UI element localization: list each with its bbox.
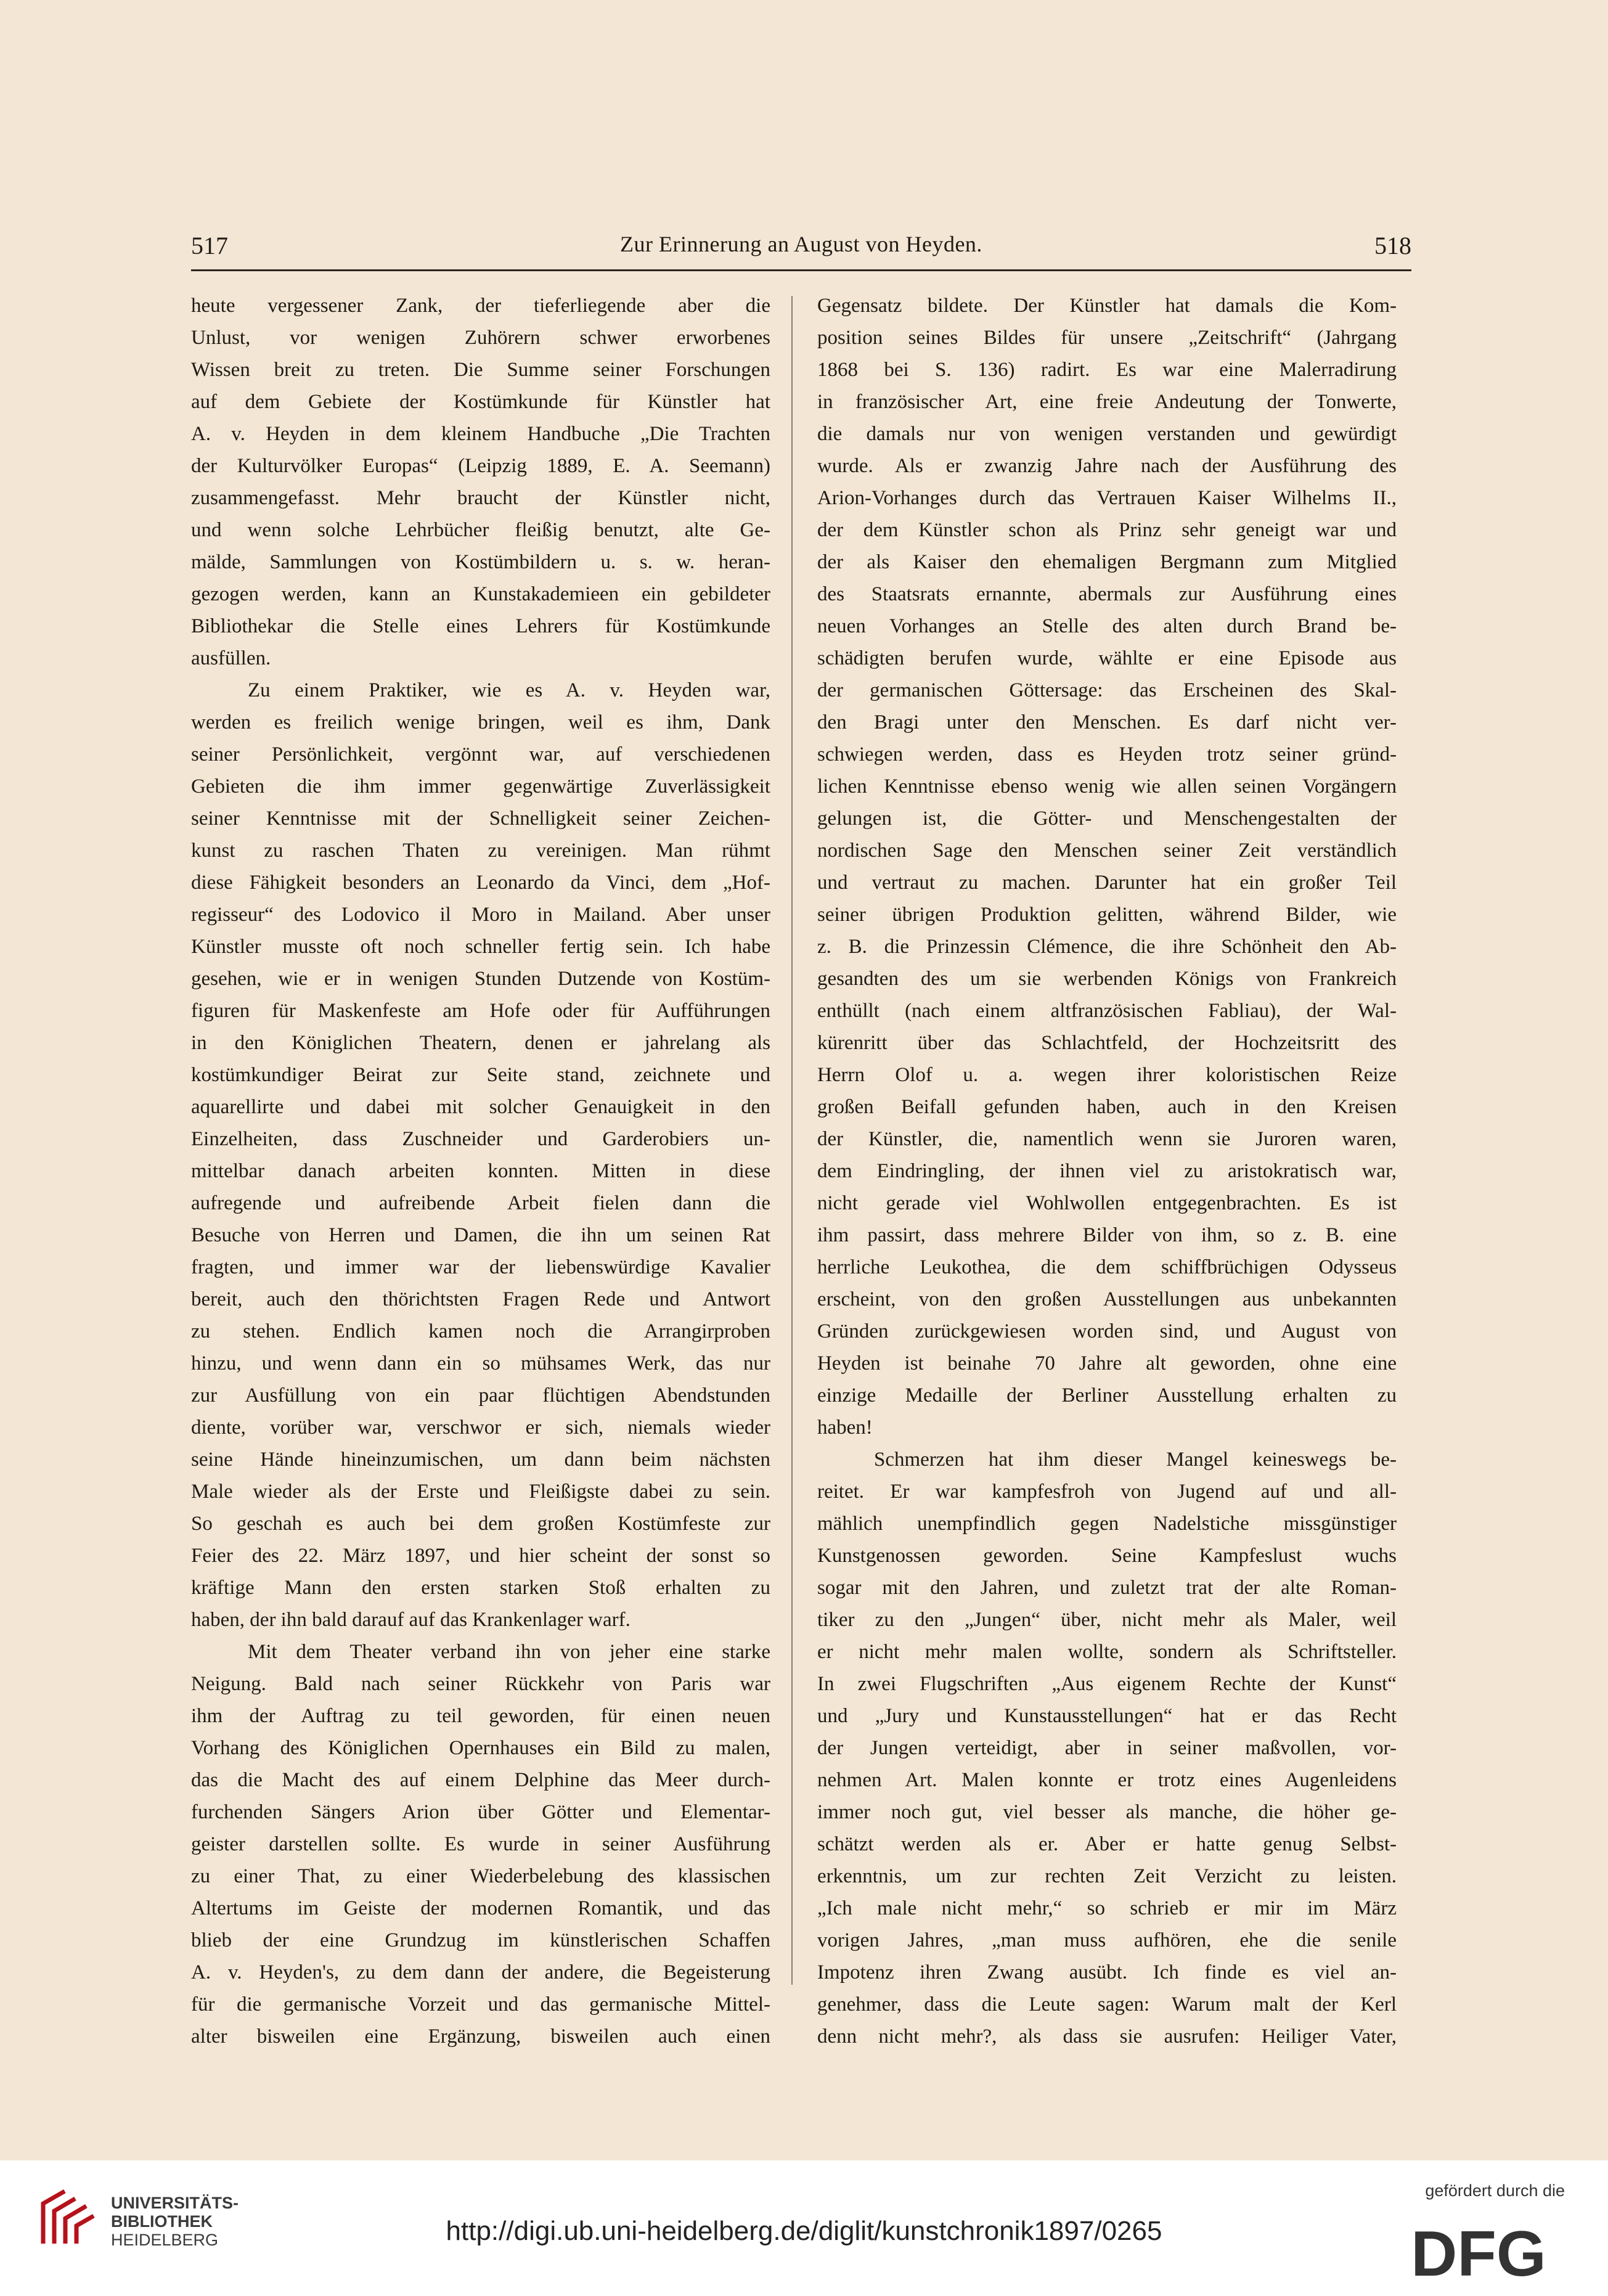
text-line: regisseur“ des Lodovico il Moro in Mailand. Aber unser — [191, 904, 770, 926]
text-line: kostümkundiger Beirat zur Seite stand, zeichnete und — [191, 1064, 770, 1086]
text-line: dem Eindringling, der ihnen viel zu aristokratisch war, — [817, 1160, 1397, 1182]
library-name-line-1: UNIVERSITÄTS- — [111, 2194, 239, 2212]
text-line: Mit dem Theater verband ihn von jeher eine starke — [248, 1641, 770, 1663]
text-line: „Ich male nicht mehr,“ so schrieb er mir im März — [817, 1897, 1397, 1919]
text-line: bereit, auch den thörichtsten Fragen Rede und Antwort — [191, 1288, 770, 1310]
text-line: gesehen, wie er in wenigen Stunden Dutzende von Kostüm- — [191, 968, 770, 990]
text-line: blieb der eine Grundzug im künstlerischen Schaffen — [191, 1929, 770, 1951]
text-line: Gründen zurückgewiesen worden sind, und August von — [817, 1320, 1397, 1342]
text-line: zur Ausfüllung von ein paar flüchtigen Abendstunden — [191, 1384, 770, 1407]
text-line: nicht gerade viel Wohlwollen entgegenbrachten. Es ist — [817, 1192, 1397, 1214]
text-line: großen Beifall gefunden haben, auch in den Kreisen — [817, 1096, 1397, 1118]
text-line: mittelbar danach arbeiten konnten. Mitten in diese — [191, 1160, 770, 1182]
text-line: ihm passirt, dass mehrere Bilder von ihm, so z. B. eine — [817, 1224, 1397, 1246]
text-line: furchenden Sängers Arion über Götter und Elementar- — [191, 1801, 770, 1823]
text-line: z. B. die Prinzessin Clémence, die ihre Schönheit den Ab- — [817, 936, 1397, 958]
text-line: zusammengefasst. Mehr braucht der Künstler nicht, — [191, 487, 770, 509]
left-column-text — [191, 290, 770, 2053]
text-line: diese Fähigkeit besonders an Leonardo da Vinci, dem „Hof- — [191, 872, 770, 894]
text-line: seiner übrigen Produktion gelitten, während Bilder, wie — [817, 904, 1397, 926]
dfg-logo-text: DFG — [1411, 2219, 1546, 2284]
text-line: ihm der Auftrag zu teil geworden, für einen neuen — [191, 1705, 770, 1727]
text-line: das die Macht des auf einem Delphine das Meer durch- — [191, 1769, 770, 1791]
source-url-link[interactable]: http://digi.ub.uni-heidelberg.de/diglit/kunstchronik1897/0265 — [446, 2216, 1162, 2246]
text-line: Feier des 22. März 1897, und hier scheint der sonst so — [191, 1545, 770, 1567]
text-line: in den Königlichen Theatern, denen er jahrelang als — [191, 1032, 770, 1054]
text-line: wurde. Als er zwanzig Jahre nach der Ausführung des — [817, 455, 1397, 477]
text-line: mälde, Sammlungen von Kostümbildern u. s. w. heran- — [191, 551, 770, 573]
text-line: nordischen Sage den Menschen seiner Zeit verständlich — [817, 840, 1397, 862]
text-line: Altertums im Geiste der modernen Romantik, und das — [191, 1897, 770, 1919]
text-line: der als Kaiser den ehemaligen Bergmann zum Mitglied — [817, 551, 1397, 573]
text-line: kräftige Mann den ersten starken Stoß erhalten zu — [191, 1577, 770, 1599]
text-line: kunst zu raschen Thaten zu vereinigen. Man rühmt — [191, 840, 770, 862]
text-line: tiker zu den „Jungen“ über, nicht mehr als Maler, weil — [817, 1609, 1397, 1631]
text-line: schädigten berufen wurde, wählte er eine Episode aus — [817, 647, 1397, 669]
text-line: gesandten des um sie werbenden Königs von Frankreich — [817, 968, 1397, 990]
text-line: lichen Kenntnisse ebenso wenig wie allen seinen Vorgängern — [817, 775, 1397, 798]
text-line: einzige Medaille der Berliner Ausstellung erhalten zu — [817, 1384, 1397, 1407]
text-line: Vorhang des Königlichen Opernhauses ein Bild zu malen, — [191, 1737, 770, 1759]
text-line: Gegensatz bildete. Der Künstler hat damals die Kom- — [817, 295, 1397, 317]
text-line: in französischer Art, eine freie Andeutung der Tonwerte, — [817, 391, 1397, 413]
text-line: Neigung. Bald nach seiner Rückkehr von Paris war — [191, 1673, 770, 1695]
page-number-left: 517 — [191, 232, 228, 259]
text-line: Herrn Olof u. a. wegen ihrer koloristischen Reize — [817, 1064, 1397, 1086]
text-line: sogar mit den Jahren, und zuletzt trat der alte Roman- — [817, 1577, 1397, 1599]
text-line: gezogen werden, kann an Kunstakademieen ein gebildeter — [191, 583, 770, 605]
text-line: der dem Künstler schon als Prinz sehr geneigt war und — [817, 519, 1397, 541]
text-line: denn nicht mehr?, als dass sie ausrufen: Heiliger Vater, — [817, 2025, 1397, 2048]
text-line: genehmer, dass die Leute sagen: Warum malt der Kerl — [817, 1993, 1397, 2016]
text-line: alter bisweilen eine Ergänzung, bisweilen auch einen — [191, 2025, 770, 2048]
text-line: erkenntnis, um zur rechten Zeit Verzicht zu leisten. — [817, 1865, 1397, 1887]
text-line: Schmerzen hat ihm dieser Mangel keineswegs be- — [874, 1448, 1397, 1471]
text-line: haben! — [817, 1416, 873, 1439]
text-line: den Bragi unter den Menschen. Es darf nicht ver- — [817, 711, 1397, 733]
text-line: der germanischen Göttersage: das Erscheinen des Skal- — [817, 679, 1397, 701]
text-line: des Staatsrats ernannte, abermals zur Ausführung eines — [817, 583, 1397, 605]
running-title: Zur Erinnerung an August von Heyden. — [620, 232, 982, 256]
header-rule — [191, 269, 1411, 271]
text-line: für die germanische Vorzeit und das germanische Mittel- — [191, 1993, 770, 2016]
text-line: der Jungen verteidigt, aber in seiner maßvollen, vor- — [817, 1737, 1397, 1759]
text-line: neuen Vorhanges an Stelle des alten durch Brand be- — [817, 615, 1397, 637]
text-line: Male wieder als der Erste und Fleißigste dabei zu sein. — [191, 1481, 770, 1503]
text-line: der Künstler, die, namentlich wenn sie Juroren waren, — [817, 1128, 1397, 1150]
text-line: werden es freilich wenige bringen, weil es ihm, Dank — [191, 711, 770, 733]
text-line: In zwei Flugschriften „Aus eigenem Rechte der Kunst“ — [817, 1673, 1397, 1695]
text-line: auf dem Gebiete der Kostümkunde für Künstler hat — [191, 391, 770, 413]
text-line: geister darstellen sollte. Es wurde in seiner Ausführung — [191, 1833, 770, 1855]
text-line: Heyden ist beinahe 70 Jahre alt geworden, ohne eine — [817, 1352, 1397, 1375]
text-line: position seines Bildes für unsere „Zeitschrift“ (Jahrgang — [817, 327, 1397, 349]
text-line: Gebieten die ihm immer gegenwärtige Zuverlässigkeit — [191, 775, 770, 798]
text-line: erscheint, von den großen Ausstellungen aus unbekannten — [817, 1288, 1397, 1310]
library-name-line-2: BIBLIOTHEK — [111, 2212, 213, 2231]
text-line: Zu einem Praktiker, wie es A. v. Heyden war, — [248, 679, 770, 701]
text-line: hinzu, und wenn dann ein so mühsames Werk, das nur — [191, 1352, 770, 1375]
text-line: gelungen ist, die Götter- und Menschengestalten der — [817, 807, 1397, 830]
text-line: Bibliothekar die Stelle eines Lehrers für Kostümkunde — [191, 615, 770, 637]
text-line: zu stehen. Endlich kamen noch die Arrangirproben — [191, 1320, 770, 1342]
text-line: und „Jury und Kunstausstellungen“ hat er das Recht — [817, 1705, 1397, 1727]
column-divider — [791, 296, 793, 1985]
text-line: schätzt werden als er. Aber er hatte genug Selbst- — [817, 1833, 1397, 1855]
text-line: der Kulturvölker Europas“ (Leipzig 1889, E. A. Seemann) — [191, 455, 770, 477]
page-number-right: 518 — [1374, 232, 1411, 259]
text-line: reitet. Er war kampfesfroh von Jugend auf und all- — [817, 1481, 1397, 1503]
text-line: A. v. Heyden in dem kleinem Handbuche „Die Trachten — [191, 423, 770, 445]
text-line: seiner Persönlichkeit, vergönnt war, auf verschiedenen — [191, 743, 770, 766]
running-header — [191, 231, 1411, 268]
text-line: seiner Kenntnisse mit der Schnelligkeit seiner Zeichen- — [191, 807, 770, 830]
text-line: fragten, und immer war der liebenswürdige Kavalier — [191, 1256, 770, 1278]
text-line: aquarellirte und dabei mit solcher Genauigkeit in den — [191, 1096, 770, 1118]
text-line: und wenn solche Lehrbücher fleißig benutzt, alte Ge- — [191, 519, 770, 541]
digitization-footer — [0, 2160, 1608, 2296]
text-line: heute vergessener Zank, der tieferliegende aber die — [191, 295, 770, 317]
text-line: Arion-Vorhanges durch das Vertrauen Kaiser Wilhelms II., — [817, 487, 1397, 509]
text-line: 1868 bei S. 136) radirt. Es war eine Malerradirung — [817, 359, 1397, 381]
text-line: kürenritt über das Schlachtfeld, der Hochzeitsritt des — [817, 1032, 1397, 1054]
text-line: Unlust, vor wenigen Zuhörern schwer erworbenes — [191, 327, 770, 349]
text-line: vorigen Jahres, „man muss aufhören, ehe die senile — [817, 1929, 1397, 1951]
text-line: ausfüllen. — [191, 647, 271, 669]
right-column-text — [817, 290, 1397, 2053]
text-line: mählich unempfindlich gegen Nadelstiche missgünstiger — [817, 1513, 1397, 1535]
text-line: Wissen breit zu treten. Die Summe seiner Forschungen — [191, 359, 770, 381]
text-line: zu einer That, zu einer Wiederbelebung des klassischen — [191, 1865, 770, 1887]
text-line: aufregende und aufreibende Arbeit fielen dann die — [191, 1192, 770, 1214]
text-line: figuren für Maskenfeste am Hofe oder für Aufführungen — [191, 1000, 770, 1022]
text-line: Besuche von Herren und Damen, die ihn um seinen Rat — [191, 1224, 770, 1246]
funding-note: gefördert durch die — [1425, 2181, 1565, 2200]
text-line: Impotenz ihren Zwang ausübt. Ich finde es viel an- — [817, 1961, 1397, 1983]
text-line: Künstler musste oft noch schneller fertig sein. Ich habe — [191, 936, 770, 958]
text-line: er nicht mehr malen wollte, sondern als Schriftsteller. — [817, 1641, 1397, 1663]
dfg-logo-icon — [1386, 2219, 1571, 2284]
library-name-line-3: HEIDELBERG — [111, 2231, 219, 2249]
text-line: die damals nur von wenigen verstanden und gewürdigt — [817, 423, 1397, 445]
text-line: seine Hände hineinzumischen, um dann beim nächsten — [191, 1448, 770, 1471]
text-line: A. v. Heyden's, zu dem dann der andere, die Begeisterung — [191, 1961, 770, 1983]
text-line: und vertraut zu machen. Darunter hat ein großer Teil — [817, 872, 1397, 894]
text-line: diente, vorüber war, verschwor er sich, niemals wieder — [191, 1416, 770, 1439]
text-line: haben, der ihn bald darauf auf das Krankenlager warf. — [191, 1609, 631, 1631]
text-line: schwiegen werden, dass es Heyden trotz seiner gründ- — [817, 743, 1397, 766]
text-line: herrliche Leukothea, die dem schiffbrüchigen Odysseus — [817, 1256, 1397, 1278]
text-line: immer noch gut, viel besser als manche, die höher ge- — [817, 1801, 1397, 1823]
text-line: nehmen Art. Malen konnte er trotz eines Augenleidens — [817, 1769, 1397, 1791]
text-line: So geschah es auch bei dem großen Kostümfeste zur — [191, 1513, 770, 1535]
text-line: Einzelheiten, dass Zuschneider und Garderobiers un- — [191, 1128, 770, 1150]
text-line: Kunstgenossen geworden. Seine Kampfeslust wuchs — [817, 1545, 1397, 1567]
text-line: enthüllt (nach einem altfranzösischen Fabliau), der Wal- — [817, 1000, 1397, 1022]
